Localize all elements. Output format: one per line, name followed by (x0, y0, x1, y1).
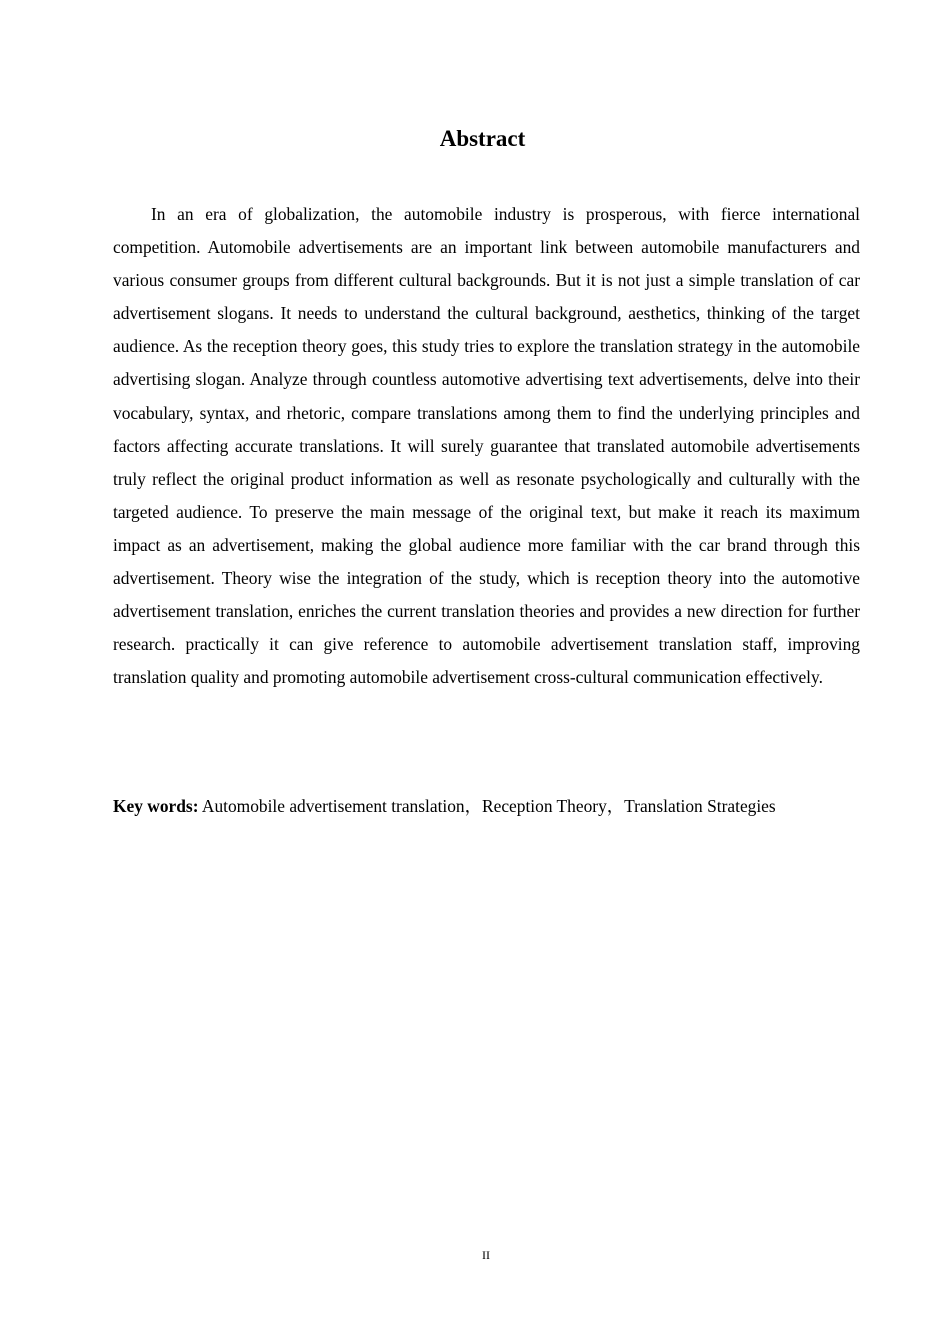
abstract-paragraph: In an era of globalization, the automobile industry is prosperous, with fierce international competition. Automobile advertisements are an important link between automobile manufacturers and various consumer groups from different cultural backgrounds. But it is not just a simple translation of car advertisement slogans. It needs to understand the cultural background, aesthetics, thinking of the target audience. As the reception theory goes, this study tries to explore the translation strategy in the automobile advertising slogan. Analyze through countless automotive advertising text advertisements, delve into their vocabulary, syntax, and rhetoric, compare translations among them to find the underlying principles and factors affecting accurate translations. It will surely guarantee that translated automobile advertisements truly reflect the original product information as well as resonate psychologically and culturally with the targeted audience. To preserve the main message of the original text, but make it reach its maximum impact as an advertisement, making the global audience more familiar with the car brand through this advertisement. Theory wise the integration of the study, which is reception theory into the automotive advertisement translation, enriches the current translation theories and provides a new direction for further research. practically it can give reference to automobile advertisement translation staff, improving translation quality and promoting automobile advertisement cross-cultural communication effectively. (113, 204, 860, 688)
keywords-label: Key words: (113, 796, 199, 816)
abstract-title: Abstract (439, 126, 526, 151)
keywords-text: Automobile advertisement translation，Reception Theory，Translation Strategies (201, 796, 776, 816)
keywords-line (113, 791, 903, 821)
page-number: II (482, 1248, 490, 1262)
